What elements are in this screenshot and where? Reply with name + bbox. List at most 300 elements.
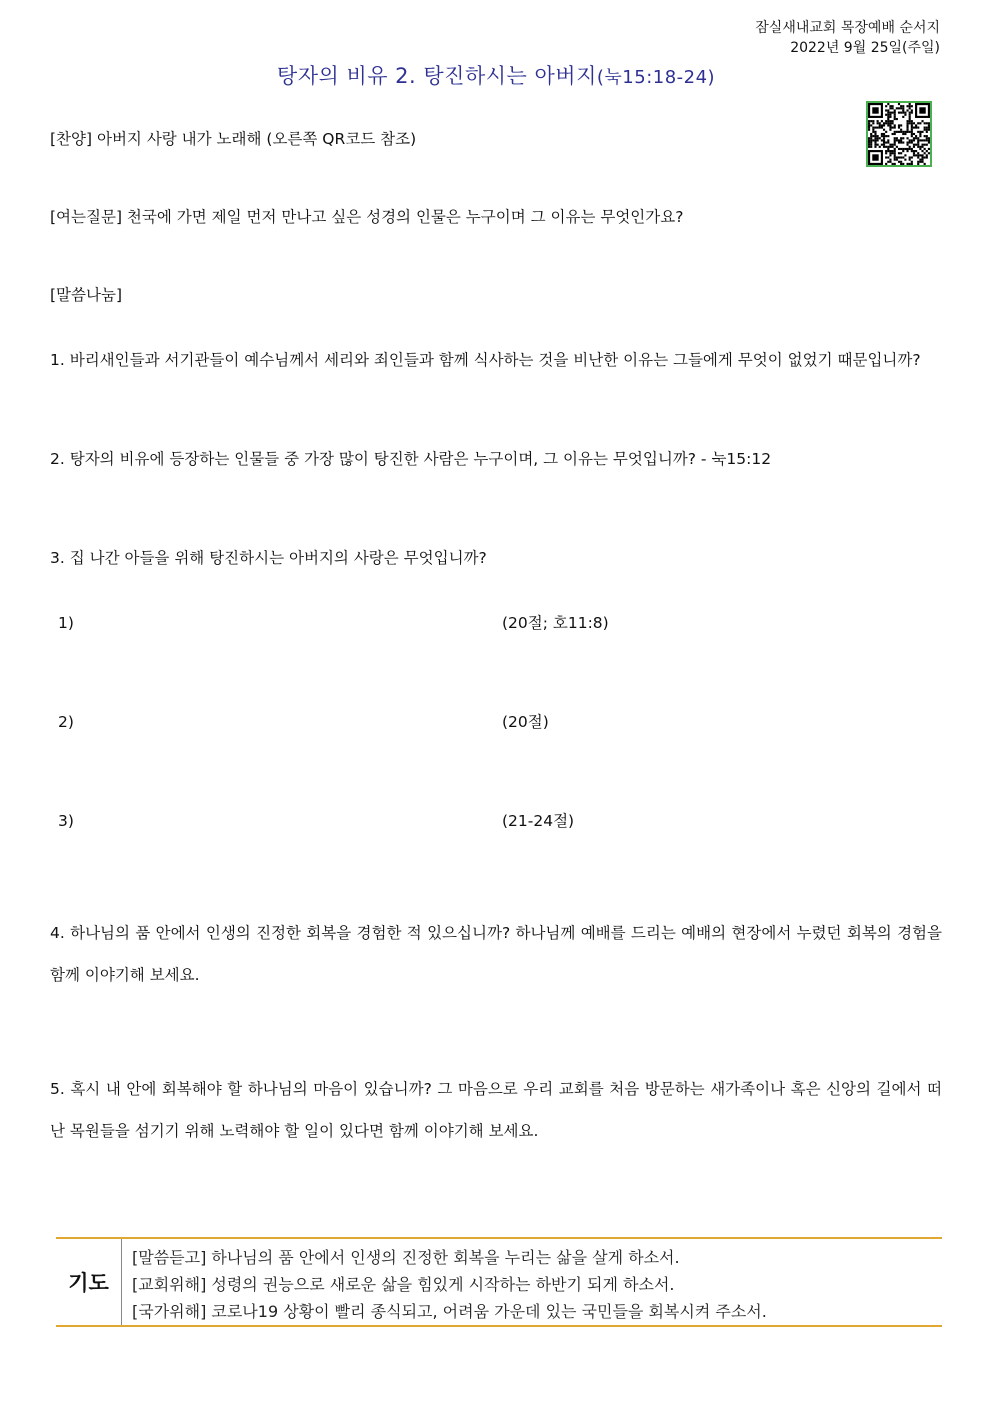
qr-module (889, 120, 891, 122)
qr-module (898, 124, 900, 126)
qr-module (915, 144, 917, 146)
service-date: 2022년 9월 25일(주일) (790, 40, 940, 56)
qr-module (898, 107, 900, 109)
qr-module (909, 120, 911, 122)
qr-module (885, 105, 887, 107)
title-scripture: (눅15:18-24) (596, 67, 716, 88)
qr-module (917, 163, 919, 165)
qr-module (926, 150, 928, 152)
qr-module (924, 127, 926, 129)
qr-module (877, 120, 879, 122)
qr-module (894, 112, 896, 114)
qr-module (911, 122, 913, 124)
qr-module (915, 124, 917, 126)
qr-module (921, 131, 923, 133)
qr-module (921, 139, 923, 141)
qr-module (874, 139, 876, 141)
qr-module (909, 148, 911, 150)
qr-module (902, 156, 904, 158)
qr-module (906, 129, 908, 131)
qr-module (909, 107, 911, 109)
qr-module (872, 129, 874, 131)
qr-module (917, 122, 919, 124)
qr-module (902, 133, 904, 135)
qr-module (874, 135, 876, 137)
qr-module (906, 127, 908, 129)
qr-module (892, 163, 894, 165)
qr-module (911, 131, 913, 133)
qr-module (900, 137, 902, 139)
qr-module (868, 120, 870, 122)
qr-module (921, 144, 923, 146)
qr-module (900, 141, 902, 143)
qr-module (887, 109, 889, 111)
qr-module (924, 163, 926, 165)
qr-module (909, 141, 911, 143)
qr-module (928, 139, 930, 141)
qr-module (902, 105, 904, 107)
qr-module (900, 148, 902, 150)
qr-module (868, 129, 870, 131)
qr-module (911, 124, 913, 126)
qr-module (896, 159, 898, 161)
qr-module (883, 144, 885, 146)
qr-module (917, 146, 919, 148)
qr-module (894, 109, 896, 111)
qr-module (913, 127, 915, 129)
prayer-line-church: [교회위해] 성령의 권능으로 새로운 삶을 힘있게 시작하는 하반기 되게 하소서. (132, 1275, 675, 1294)
qr-module (883, 135, 885, 137)
qr-module (902, 148, 904, 150)
qr-module (870, 137, 872, 139)
qr-module (894, 133, 896, 135)
qr-module (900, 139, 902, 141)
qr-module (911, 141, 913, 143)
qr-module (900, 163, 902, 165)
qr-module (898, 152, 900, 154)
qr-module (896, 146, 898, 148)
qr-module (892, 112, 894, 114)
qr-module (926, 139, 928, 141)
qr-module (904, 112, 906, 114)
qr-module (885, 141, 887, 143)
qr-module (885, 120, 887, 122)
qr-module (896, 118, 898, 120)
qr-finder-inner (872, 154, 878, 160)
qr-module (909, 105, 911, 107)
qr-module (892, 107, 894, 109)
qr-module (885, 131, 887, 133)
qr-module (911, 148, 913, 150)
qr-module (887, 112, 889, 114)
qr-module (883, 122, 885, 124)
qr-module (872, 139, 874, 141)
qr-module (928, 129, 930, 131)
qr-module (894, 159, 896, 161)
qr-module (902, 109, 904, 111)
qr-module (928, 137, 930, 139)
qr-module (911, 129, 913, 131)
qr-module (877, 144, 879, 146)
qr-module (885, 114, 887, 116)
qr-module (926, 127, 928, 129)
qr-module (921, 120, 923, 122)
qr-module (883, 137, 885, 139)
qr-module (898, 131, 900, 133)
qr-module (909, 118, 911, 120)
qr-module (921, 146, 923, 148)
qr-module (913, 137, 915, 139)
qr-module (887, 135, 889, 137)
qr-module (913, 152, 915, 154)
qr-module (872, 127, 874, 129)
qr-module (889, 116, 891, 118)
qr-module (870, 141, 872, 143)
qr-module (870, 144, 872, 146)
qr-module (868, 139, 870, 141)
qr-module (909, 156, 911, 158)
qr-module (919, 133, 921, 135)
qr-module (926, 154, 928, 156)
qr-module (889, 152, 891, 154)
qr-module (881, 120, 883, 122)
qr-module (909, 112, 911, 114)
qr-module (870, 133, 872, 135)
qr-module (868, 141, 870, 143)
qr-module (889, 127, 891, 129)
qr-module (881, 144, 883, 146)
qr-module (911, 139, 913, 141)
qr-module (883, 139, 885, 141)
qr-module (919, 159, 921, 161)
qr-module (919, 161, 921, 163)
qr-module (926, 144, 928, 146)
question-3: 3. 집 나간 아들을 위해 탕진하시는 아버지의 사랑은 무엇입니까? (50, 549, 487, 567)
qr-module (887, 150, 889, 152)
qr-module (887, 120, 889, 122)
qr-module (874, 133, 876, 135)
qr-module (919, 148, 921, 150)
qr-module (883, 146, 885, 148)
qr-module (889, 159, 891, 161)
qr-module (915, 127, 917, 129)
qr-module (900, 112, 902, 114)
qr-module (909, 146, 911, 148)
qr-module (924, 135, 926, 137)
qr-module (911, 135, 913, 137)
qr-module (904, 133, 906, 135)
qr-module (902, 116, 904, 118)
qr-module (894, 124, 896, 126)
qr-module (892, 122, 894, 124)
qr-module (885, 122, 887, 124)
prayer-lines (132, 1244, 767, 1325)
qr-finder-inner (872, 107, 878, 113)
qr-module (896, 131, 898, 133)
qr-module (885, 146, 887, 148)
qr-module (894, 152, 896, 154)
qr-module (894, 163, 896, 165)
q3-item-3-reference: (21-24절) (502, 812, 575, 830)
qr-module (883, 133, 885, 135)
qr-module (887, 156, 889, 158)
qr-module (885, 152, 887, 154)
qr-module (894, 141, 896, 143)
qr-module (877, 139, 879, 141)
qr-module (909, 122, 911, 124)
qr-module (870, 146, 872, 148)
qr-module (874, 137, 876, 139)
qr-module (902, 150, 904, 152)
qr-module (892, 105, 894, 107)
qr-module (883, 129, 885, 131)
qr-module (874, 146, 876, 148)
qr-module (898, 127, 900, 129)
qr-module (917, 141, 919, 143)
qr-module (879, 127, 881, 129)
qr-module (887, 148, 889, 150)
qr-module (909, 159, 911, 161)
qr-module (902, 137, 904, 139)
qr-module (909, 103, 911, 105)
qr-module (894, 114, 896, 116)
qr-module (915, 137, 917, 139)
qr-module (877, 137, 879, 139)
qr-module (874, 127, 876, 129)
qr-module (900, 131, 902, 133)
qr-module (892, 127, 894, 129)
qr-module (885, 156, 887, 158)
qr-module (894, 137, 896, 139)
qr-module (915, 154, 917, 156)
qr-module (872, 131, 874, 133)
opening-question: [여는질문] 천국에 가면 제일 먼저 만나고 싶은 성경의 인물은 누구이며 그 이유는 무엇인가요? (50, 208, 684, 226)
qr-module (894, 144, 896, 146)
qr-module (898, 161, 900, 163)
qr-module (913, 150, 915, 152)
qr-module (909, 163, 911, 165)
qr-module (913, 144, 915, 146)
qr-module (887, 146, 889, 148)
qr-module (889, 154, 891, 156)
qr-module (900, 124, 902, 126)
qr-module (885, 150, 887, 152)
qr-module (913, 154, 915, 156)
qr-module (900, 156, 902, 158)
qr-module (904, 114, 906, 116)
qr-module (921, 154, 923, 156)
qr-module (868, 127, 870, 129)
qr-module (879, 124, 881, 126)
qr-module (894, 127, 896, 129)
qr-module (877, 135, 879, 137)
qr-module (887, 116, 889, 118)
qr-module (889, 150, 891, 152)
prayer-line-nation: [국가위해] 코로나19 상황이 빨리 종식되고, 어려움 가운데 있는 국민들을 회복시켜 주소서. (132, 1302, 767, 1321)
qr-module (911, 112, 913, 114)
qr-module (887, 139, 889, 141)
qr-module (906, 124, 908, 126)
qr-module (898, 112, 900, 114)
qr-module (887, 141, 889, 143)
qr-module (889, 144, 891, 146)
hymn-line: [찬양] 아버지 사랑 내가 노래해 (오른쪽 QR코드 참조) (50, 130, 417, 148)
qr-module (904, 148, 906, 150)
qr-module (892, 146, 894, 148)
qr-module (917, 127, 919, 129)
qr-module (906, 148, 908, 150)
qr-module (900, 107, 902, 109)
qr-module (885, 135, 887, 137)
qr-module (909, 139, 911, 141)
qr-module (877, 127, 879, 129)
qr-module (921, 156, 923, 158)
qr-module (892, 152, 894, 154)
qr-module (874, 131, 876, 133)
qr-module (868, 122, 870, 124)
qr-module (892, 144, 894, 146)
question-4: 4. 하나님의 품 안에서 인생의 진정한 회복을 경험한 적 있으십니까? 하나님께 예배를 드리는 예배의 현장에서 누렸던 회복의 경험을 함께 이야기해 보세요. (50, 924, 942, 984)
qr-module (917, 156, 919, 158)
qr-module (892, 120, 894, 122)
qr-module (906, 120, 908, 122)
qr-module (906, 131, 908, 133)
qr-module (911, 109, 913, 111)
qr-module (904, 159, 906, 161)
qr-module (894, 131, 896, 133)
qr-module (917, 137, 919, 139)
qr-module (870, 135, 872, 137)
qr-module (913, 139, 915, 141)
qr-module (902, 163, 904, 165)
prayer-box (56, 1237, 942, 1327)
qr-module (868, 146, 870, 148)
q3-item-1-reference: (20절; 호11:8) (502, 614, 609, 632)
qr-module (904, 131, 906, 133)
qr-module (874, 141, 876, 143)
qr-finder-inner (919, 107, 925, 113)
question-5: 5. 혹시 내 안에 회복해야 할 하나님의 마음이 있습니까? 그 마음으로 우리 교회를 처음 방문하는 새가족이나 혹은 신앙의 길에서 떠난 목원들을 섬기기 위해 노력해야 할 일이 있다면 함께 이야기해 보세요. (50, 1080, 942, 1140)
qr-module (906, 109, 908, 111)
qr-module (911, 163, 913, 165)
qr-code-icon[interactable] (866, 101, 932, 167)
qr-module (889, 107, 891, 109)
qr-module (889, 124, 891, 126)
qr-code-graphic (868, 103, 930, 165)
qr-module (868, 144, 870, 146)
qr-module (889, 112, 891, 114)
qr-module (870, 124, 872, 126)
qr-module (919, 146, 921, 148)
qr-module (900, 152, 902, 154)
prayer-line-word: [말씀듣고] 하나님의 품 안에서 인생의 진정한 회복을 누리는 삶을 살게 하소서. (132, 1248, 680, 1267)
qr-module (924, 139, 926, 141)
qr-module (877, 122, 879, 124)
qr-module (894, 116, 896, 118)
qr-module (898, 103, 900, 105)
question-2: 2. 탕자의 비유에 등장하는 인물들 중 가장 많이 탕진한 사람은 누구이며, 그 이유는 무엇입니까? - 눅15:12 (50, 450, 772, 468)
qr-module (913, 133, 915, 135)
qr-module (909, 116, 911, 118)
qr-module (924, 152, 926, 154)
qr-module (917, 152, 919, 154)
page-title (0, 60, 992, 90)
qr-module (898, 156, 900, 158)
qr-module (879, 137, 881, 139)
qr-module (921, 150, 923, 152)
qr-module (887, 114, 889, 116)
qr-module (926, 137, 928, 139)
qr-module (904, 154, 906, 156)
qr-module (911, 127, 913, 129)
qr-module (928, 124, 930, 126)
q3-item-1-number: 1) (58, 614, 74, 632)
qr-module (883, 124, 885, 126)
qr-module (928, 141, 930, 143)
qr-module (909, 131, 911, 133)
qr-module (872, 120, 874, 122)
qr-module (879, 146, 881, 148)
qr-module (917, 161, 919, 163)
qr-module (889, 105, 891, 107)
qr-module (911, 133, 913, 135)
qr-module (917, 154, 919, 156)
qr-module (896, 139, 898, 141)
title-main: 탕자의 비유 2. 탕진하시는 아버지 (276, 64, 597, 88)
word-sharing-heading: [말씀나눔] (50, 286, 122, 304)
qr-module (928, 148, 930, 150)
qr-module (874, 144, 876, 146)
qr-module (894, 150, 896, 152)
qr-module (917, 139, 919, 141)
qr-module (887, 122, 889, 124)
qr-module (928, 127, 930, 129)
qr-module (900, 129, 902, 131)
qr-module (892, 133, 894, 135)
qr-module (926, 156, 928, 158)
qr-module (889, 161, 891, 163)
qr-module (917, 144, 919, 146)
qr-module (913, 122, 915, 124)
qr-module (872, 122, 874, 124)
qr-module (879, 122, 881, 124)
qr-module (898, 148, 900, 150)
qr-module (911, 161, 913, 163)
qr-module (926, 131, 928, 133)
qr-module (919, 154, 921, 156)
qr-module (911, 150, 913, 152)
qr-module (919, 135, 921, 137)
qr-module (928, 152, 930, 154)
qr-module (898, 139, 900, 141)
qr-module (909, 114, 911, 116)
qr-module (924, 148, 926, 150)
qr-module (870, 120, 872, 122)
qr-module (896, 137, 898, 139)
qr-module (887, 124, 889, 126)
qr-module (889, 146, 891, 148)
qr-module (902, 112, 904, 114)
qr-module (894, 156, 896, 158)
qr-module (889, 114, 891, 116)
qr-module (906, 144, 908, 146)
qr-module (906, 122, 908, 124)
qr-module (921, 161, 923, 163)
qr-module (894, 139, 896, 141)
qr-module (913, 146, 915, 148)
qr-module (928, 122, 930, 124)
qr-module (926, 122, 928, 124)
